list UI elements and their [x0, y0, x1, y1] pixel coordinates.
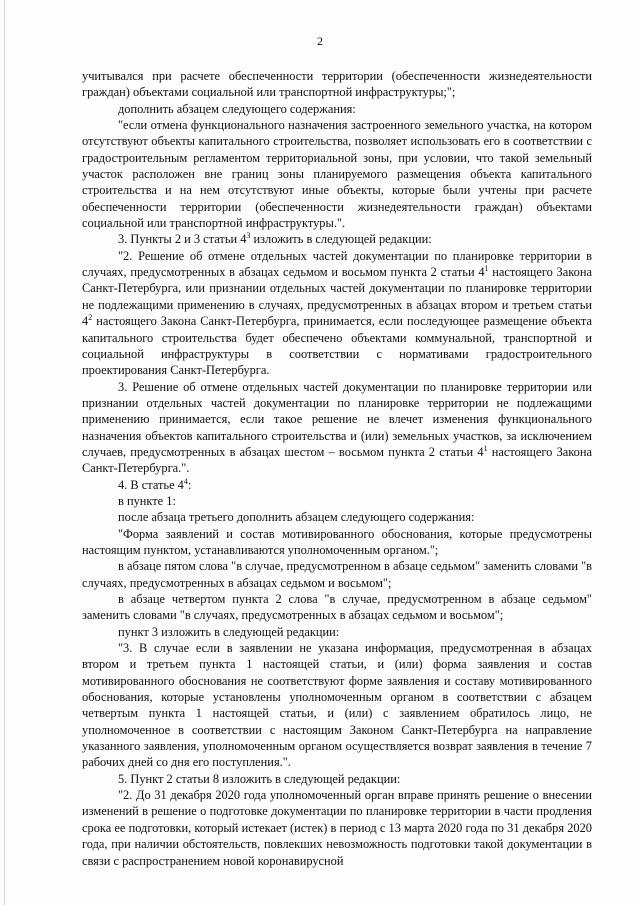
paragraph-text: дополнить абзацем следующего содержания:: [118, 101, 356, 116]
superscript: 1: [483, 443, 488, 453]
paragraph: [82, 68, 592, 101]
paragraph-text: пункт 3 изложить в следующей редакции:: [118, 624, 340, 639]
superscript: 1: [484, 264, 489, 273]
paragraph-text: :: [187, 477, 192, 492]
paragraph: [82, 493, 592, 509]
paragraph-text: настоящего Закона Санкт-Петербурга, принимается, если последующее размещение объекта капитального строительства будет обеспечено объектами коммунальной, транспортной и социальной инфраструктуры в соответствии с нормативами градостроительного проектирования Санкт-Петербурга.: [82, 314, 592, 378]
paragraph-text: учитывался при расчете обеспеченности территории (обеспеченности жизнедеятельности граждан) объектами социальной или транспортной инфраструктуры;";: [82, 69, 592, 100]
paragraph: [82, 509, 592, 525]
paragraph-text: "2. Решение об отмене отдельных частей документации по планировке территории в случаях, предусмотренных в абзацах седьмом и восьмом пункта 2 статьи 4: [82, 248, 592, 280]
paragraph-text: изложить в следующей редакции:: [250, 232, 432, 247]
superscript: 3: [246, 231, 251, 241]
paragraph: [82, 248, 592, 379]
paragraph: [82, 771, 592, 787]
superscript: 2: [88, 313, 93, 323]
paragraph: [82, 477, 592, 493]
paragraph-text: 3. Пункты 2 и 3 статьи 4: [118, 232, 247, 247]
paragraph: [82, 558, 592, 591]
paragraph-text: "3. В случае если в заявлении не указана информация, предусмотренная в абзацах втором и третьем пункта 1 настоящей статьи, и (или) форма заявления и состав мотивированного обоснования не соответствуют форме заявления и составу мотивированного обоснования, которые установлены уполномоченным органом в соответствии с абзацем четвертым пункта 1 настоящей статьи, и (или) с заявлением обратилось лицо, не уполномоченное в соответствии с настоящим Законом Санкт-Петербурга на направление указанного заявления, уполномоченным органом осуществляется возврат заявления в течение 7 рабочих дней со дня его поступления.".: [82, 641, 592, 770]
paragraph: [82, 101, 592, 117]
paragraph: [82, 640, 592, 771]
paragraph-text: после абзаца третьего дополнить абзацем следующего содержания:: [118, 510, 475, 525]
paragraph: [82, 591, 592, 624]
paragraph: [82, 787, 592, 869]
scan-edge: [4, 0, 5, 905]
paragraph: [82, 117, 592, 231]
paragraph-text: "если отмена функционального назначения застроенного земельного участка, на котором отсутствуют объекты капитального строительства, позволяет использовать его в соответствии с градостроительным регламентом территориальной зоны, при условии, что такой земельный участок расположен вне границ зоны планируемого размещения объекта капитального строительства и на нем отсутствуют иные объекты, которые были учтены при расчете обеспеченности территории (обеспеченности жизнедеятельности граждан) объектами социальной или транспортной инфраструктуры.".: [82, 118, 592, 231]
paragraph-text: 4. В статье 4: [118, 477, 184, 492]
paragraph-text: в пункте 1:: [118, 493, 176, 508]
paragraph-text: 5. Пункт 2 статьи 8 изложить в следующей редакции:: [118, 771, 401, 786]
paragraph: [82, 379, 592, 477]
paragraph-text: в абзаце четвертом пункта 2 слова "в случае, предусмотренном в абзаце седьмом" заменить словами "в случаях, предусмотренных в абзацах седьмом и восьмом";: [82, 592, 592, 623]
paragraph-text: настоящего Закона Санкт-Петербурга.".: [82, 444, 592, 476]
paragraph-text: в абзаце пятом слова "в случае, предусмотренном в абзаце седьмом" заменить словами "в случаях, предусмотренных в абзацах седьмом и восьмом";: [82, 559, 592, 590]
paragraph-text: "Форма заявлений и состав мотивированного обоснования, которые предусмотрены настоящим пунктом, устанавливаются уполномоченным органом.";: [82, 526, 592, 557]
page-number: 2: [317, 34, 323, 48]
paragraph: [82, 231, 592, 247]
paragraph-text: "2. До 31 декабря 2020 года уполномоченный орган вправе принять решение о внесении изменений в решение о подготовке документации по планировке территории в части продления срока ее подготовки, который истекает (истек) в период с 13 марта 2020 года по 31 декабря 2020 года, при наличии обстоятельств, повлекших невозможность подготовки такой документации в связи с распространением новой коронавирусной: [82, 788, 592, 868]
paragraph: [82, 624, 592, 640]
paragraph-text: 3. Решение об отмене отдельных частей документации по планировке территории или признании отдельных частей документации по планировке территории не подлежащими применению принимается, если такое решение не влечет изменения функционального назначения объектов капитального строительства и (или) земельных участков, за исключением случаев, предусмотренных в абзацах шестом – восьмом пункта 2 статьи 4: [82, 379, 592, 459]
paragraph: [82, 526, 592, 559]
document-body: [82, 68, 592, 869]
paragraph-text: настоящего Закона Санкт-Петербурга, или признании отдельных частей документации по планировке территории не подлежащими применению в случаях, предусмотренных в абзацах втором и третьем статьи 4: [82, 265, 592, 329]
superscript: 4: [183, 476, 188, 486]
